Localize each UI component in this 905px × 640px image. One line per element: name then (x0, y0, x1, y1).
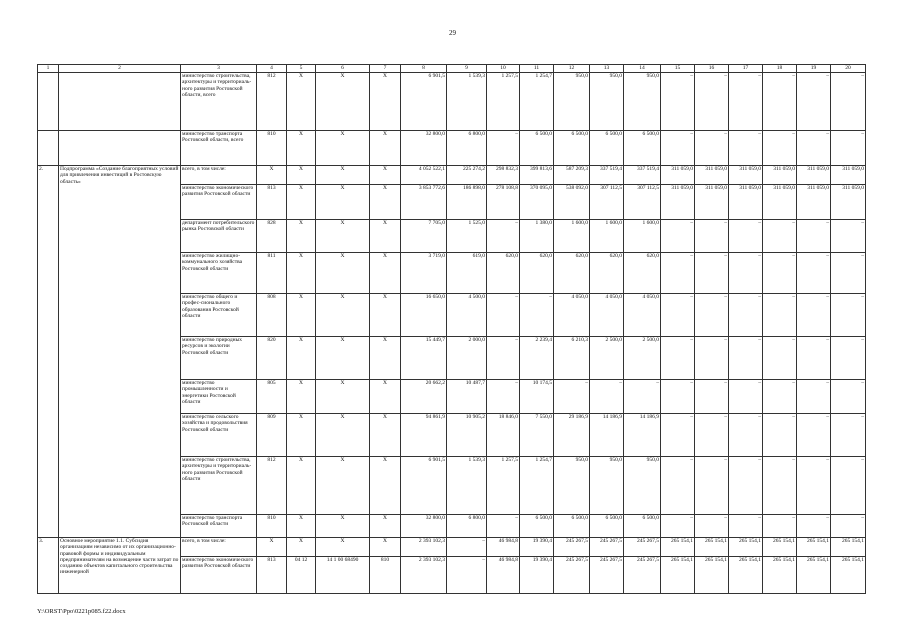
amount-cell: – (763, 73, 797, 131)
amount-cell: 950,0 (590, 457, 624, 515)
amount-cell: 265 154,1 (661, 557, 695, 594)
executor-cell: министерство экономического развития Ростовской области (181, 185, 257, 220)
amount-cell: – (695, 131, 729, 166)
amount-cell: 950,0 (554, 73, 590, 131)
amount-cell: 19 390,4 (520, 538, 554, 557)
amount-cell: 311 059,0 (661, 166, 695, 185)
amount-cell: 6 901,5 (401, 73, 447, 131)
amount-cell: – (661, 73, 695, 131)
amount-cell: 1 539,3 (447, 73, 487, 131)
amount-cell: 32 800,0 (401, 515, 447, 538)
amount-cell: 620,0 (624, 253, 661, 294)
amount-cell: – (695, 294, 729, 337)
budget-code-cell: 810 (257, 515, 287, 538)
budget-code-cell: 809 (257, 414, 287, 457)
amount-cell: – (729, 131, 763, 166)
budget-code-cell: X (316, 253, 370, 294)
amount-cell: 6 500,0 (554, 131, 590, 166)
budget-code-cell: X (287, 73, 316, 131)
amount-cell: 6 500,0 (590, 131, 624, 166)
amount-cell: – (695, 380, 729, 414)
amount-cell: 14 186,9 (590, 414, 624, 457)
amount-cell: 1 539,3 (447, 457, 487, 515)
budget-code-cell: X (287, 380, 316, 414)
amount-cell: 265 154,1 (661, 538, 695, 557)
amount-cell: 311 059,0 (729, 185, 763, 220)
amount-cell: 6 500,0 (520, 131, 554, 166)
budget-code-cell: X (287, 185, 316, 220)
amount-cell: – (763, 380, 797, 414)
amount-cell: – (797, 220, 831, 253)
column-number: 11 (520, 65, 554, 73)
budget-code-cell: X (370, 253, 401, 294)
amount-cell: 265 154,1 (729, 538, 763, 557)
amount-cell: – (695, 220, 729, 253)
amount-cell: 94 861,9 (401, 414, 447, 457)
amount-cell: 265 154,1 (797, 557, 831, 594)
executor-cell: министерство природных ресурсов и экологии Ростовской области (181, 337, 257, 380)
amount-cell: 2 239,4 (520, 337, 554, 380)
amount-cell: – (661, 220, 695, 253)
amount-cell: 6 500,0 (520, 515, 554, 538)
amount-cell: – (797, 380, 831, 414)
amount-cell: 950,0 (624, 457, 661, 515)
column-number: 7 (370, 65, 401, 73)
amount-cell: 2 500,0 (624, 337, 661, 380)
amount-cell: – (729, 294, 763, 337)
budget-code-cell: X (257, 538, 287, 557)
amount-cell: – (554, 380, 590, 414)
budget-code-cell: X (287, 457, 316, 515)
budget-code-cell: X (316, 294, 370, 337)
amount-cell: 29 186,9 (554, 414, 590, 457)
program-name-cell: Подпрограмма «Создание благоприятных условий для привлечения инвестиций в Ростовскую область» (59, 166, 181, 538)
amount-cell: – (695, 457, 729, 515)
amount-cell: 3 719,0 (401, 253, 447, 294)
amount-cell: – (624, 380, 661, 414)
amount-cell: 1 600,0 (554, 220, 590, 253)
amount-cell: 620,0 (520, 253, 554, 294)
budget-code-cell: X (257, 166, 287, 185)
amount-cell: 307 112,5 (590, 185, 624, 220)
amount-cell: – (831, 380, 866, 414)
executor-cell: министерство общего и профес-сионального образования Ростовской области (181, 294, 257, 337)
amount-cell: – (729, 515, 763, 538)
amount-cell: 4 050,0 (554, 294, 590, 337)
row-number-cell: 2. (38, 166, 59, 538)
budget-code-cell: X (316, 457, 370, 515)
amount-cell: 950,0 (624, 73, 661, 131)
amount-cell: 245 267,5 (554, 538, 590, 557)
amount-cell: 307 112,5 (624, 185, 661, 220)
column-number: 5 (287, 65, 316, 73)
amount-cell: 4 500,0 (447, 294, 487, 337)
budget-code-cell: X (287, 414, 316, 457)
amount-cell: 1 600,0 (624, 220, 661, 253)
amount-cell: 32 800,0 (401, 131, 447, 166)
amount-cell: – (831, 515, 866, 538)
budget-code-cell: X (316, 166, 370, 185)
page-number: 29 (449, 29, 456, 37)
amount-cell: – (661, 457, 695, 515)
amount-cell: – (797, 131, 831, 166)
amount-cell: – (661, 131, 695, 166)
budget-code-cell: 812 (257, 73, 287, 131)
amount-cell: 6 800,0 (447, 515, 487, 538)
budget-code-cell: X (316, 131, 370, 166)
amount-cell: 16 650,0 (401, 294, 447, 337)
amount-cell: 1 257,5 (487, 73, 520, 131)
budget-code-cell: 828 (257, 220, 287, 253)
amount-cell: – (831, 73, 866, 131)
amount-cell: – (695, 253, 729, 294)
amount-cell: 245 267,5 (624, 557, 661, 594)
budget-code-cell: X (370, 380, 401, 414)
amount-cell: 620,0 (554, 253, 590, 294)
budget-code-cell: X (287, 515, 316, 538)
amount-cell: – (763, 253, 797, 294)
amount-cell: 1 254,7 (520, 457, 554, 515)
amount-cell: 265 154,1 (763, 538, 797, 557)
amount-cell: – (520, 294, 554, 337)
program-name-cell: Основное мероприятие 1.1. Субсидия организациям независимо от их организационно-правовой формы и индивидуальным предпринимателям на возмещение части затрат по созданию объектов капитального строительства инженерной (59, 538, 181, 594)
amount-cell: – (661, 294, 695, 337)
budget-code-cell: X (287, 253, 316, 294)
executor-cell: министерство сельского хозяйства и продовольствия Ростовской области (181, 414, 257, 457)
header-row (38, 65, 866, 73)
executor-cell: министерство транспорта Ростовской области (181, 515, 257, 538)
amount-cell: – (729, 414, 763, 457)
amount-cell: – (763, 337, 797, 380)
budget-code-cell: X (316, 414, 370, 457)
amount-cell: – (797, 294, 831, 337)
amount-cell: – (447, 557, 487, 594)
amount-cell: – (487, 380, 520, 414)
budget-code-cell: X (316, 73, 370, 131)
budget-code-cell: X (287, 220, 316, 253)
column-number: 2 (59, 65, 181, 73)
program-name-cell (59, 131, 181, 166)
amount-cell: 311 059,0 (695, 166, 729, 185)
budget-code-cell: 812 (257, 457, 287, 515)
amount-cell: 538 092,0 (554, 185, 590, 220)
amount-cell: 7 705,0 (401, 220, 447, 253)
amount-cell: – (729, 73, 763, 131)
budget-code-cell: 810 (370, 557, 401, 594)
amount-cell: – (831, 457, 866, 515)
amount-cell: 311 059,0 (797, 166, 831, 185)
column-number: 1 (38, 65, 59, 73)
amount-cell: – (831, 294, 866, 337)
amount-cell: 186 898,0 (447, 185, 487, 220)
column-number: 19 (797, 65, 831, 73)
budget-code-cell: 810 (257, 131, 287, 166)
budget-code-cell: X (287, 294, 316, 337)
amount-cell: 619,0 (447, 253, 487, 294)
amount-cell: 4 050,0 (590, 294, 624, 337)
amount-cell: 311 059,0 (661, 185, 695, 220)
column-number: 17 (729, 65, 763, 73)
executor-cell: всего, в том числе: (181, 538, 257, 557)
amount-cell: 18 846,0 (487, 414, 520, 457)
amount-cell: 15 449,7 (401, 337, 447, 380)
row-number-cell (38, 73, 59, 131)
budget-code-cell: X (370, 131, 401, 166)
amount-cell: 225 274,2 (447, 166, 487, 185)
amount-cell: – (447, 538, 487, 557)
table-row (38, 538, 866, 557)
amount-cell: 620,0 (487, 253, 520, 294)
amount-cell: – (487, 220, 520, 253)
column-number: 12 (554, 65, 590, 73)
amount-cell: 311 059,0 (831, 166, 866, 185)
budget-code-cell: X (316, 337, 370, 380)
amount-cell: – (487, 294, 520, 337)
column-number: 8 (401, 65, 447, 73)
amount-cell: – (729, 337, 763, 380)
amount-cell: 265 154,1 (695, 557, 729, 594)
amount-cell: 1 380,0 (520, 220, 554, 253)
column-number: 20 (831, 65, 866, 73)
column-number: 15 (661, 65, 695, 73)
column-number: 16 (695, 65, 729, 73)
table-row (38, 131, 866, 166)
amount-cell: – (695, 515, 729, 538)
amount-cell: 620,0 (590, 253, 624, 294)
amount-cell: 278 108,8 (487, 185, 520, 220)
budget-code-cell: X (287, 538, 316, 557)
budget-code-cell: X (287, 166, 316, 185)
amount-cell: 265 154,1 (831, 538, 866, 557)
amount-cell: 311 059,0 (831, 185, 866, 220)
budget-code-cell: X (370, 220, 401, 253)
budget-code-cell: X (370, 73, 401, 131)
executor-cell: министерство промышленности и энергетики Ростовской области (181, 380, 257, 414)
amount-cell: 6 500,0 (624, 515, 661, 538)
amount-cell: – (729, 457, 763, 515)
amount-cell: 265 154,1 (797, 538, 831, 557)
amount-cell: – (797, 414, 831, 457)
amount-cell: 311 059,0 (763, 166, 797, 185)
executor-cell: всего, в том числе: (181, 166, 257, 185)
column-number: 10 (487, 65, 520, 73)
amount-cell: – (590, 380, 624, 414)
amount-cell: – (695, 414, 729, 457)
amount-cell: 311 059,0 (729, 166, 763, 185)
amount-cell: 245 267,5 (624, 538, 661, 557)
budget-code-cell: X (316, 380, 370, 414)
amount-cell: – (487, 131, 520, 166)
amount-cell: 245 267,5 (590, 557, 624, 594)
budget-code-cell: X (370, 515, 401, 538)
amount-cell: – (797, 515, 831, 538)
amount-cell: 245 267,5 (590, 538, 624, 557)
budget-code-cell: X (370, 414, 401, 457)
amount-cell: – (797, 253, 831, 294)
amount-cell: – (763, 457, 797, 515)
amount-cell: 1 257,5 (487, 457, 520, 515)
amount-cell: – (729, 253, 763, 294)
amount-cell: – (695, 337, 729, 380)
executor-cell: министерство жилищно-коммунального хозяйства Ростовской области (181, 253, 257, 294)
table-row (38, 166, 866, 185)
budget-code-cell: X (316, 515, 370, 538)
budget-code-cell: 820 (257, 337, 287, 380)
amount-cell: – (661, 515, 695, 538)
amount-cell: 265 154,1 (763, 557, 797, 594)
amount-cell: – (695, 73, 729, 131)
budget-code-cell: 811 (257, 253, 287, 294)
amount-cell: 4 052 522,1 (401, 166, 447, 185)
budget-code-cell: 04 12 (287, 557, 316, 594)
amount-cell: 6 901,5 (401, 457, 447, 515)
amount-cell: 10 487,7 (447, 380, 487, 414)
budget-code-cell: 813 (257, 185, 287, 220)
column-number: 9 (447, 65, 487, 73)
budget-code-cell: 14 1 00 68490 (316, 557, 370, 594)
amount-cell: 10 905,2 (447, 414, 487, 457)
amount-cell: – (831, 337, 866, 380)
amount-cell: 311 059,0 (763, 185, 797, 220)
amount-cell: – (797, 457, 831, 515)
amount-cell: – (661, 337, 695, 380)
amount-cell: – (661, 253, 695, 294)
budget-code-cell: X (370, 185, 401, 220)
amount-cell: 2 393 102,3 (401, 557, 447, 594)
amount-cell: 950,0 (554, 457, 590, 515)
budget-code-cell: X (287, 337, 316, 380)
executor-cell: министерство транспорта Ростовской области, всего (181, 131, 257, 166)
amount-cell: 265 154,1 (729, 557, 763, 594)
amount-cell: 298 832,3 (487, 166, 520, 185)
amount-cell: – (797, 337, 831, 380)
amount-cell: 1 254,7 (520, 73, 554, 131)
column-number: 14 (624, 65, 661, 73)
budget-table (37, 64, 866, 594)
row-number-cell (38, 131, 59, 166)
amount-cell: 46 984,8 (487, 557, 520, 594)
budget-code-cell: X (370, 294, 401, 337)
amount-cell: – (729, 220, 763, 253)
amount-cell: 245 267,5 (554, 557, 590, 594)
amount-cell: – (661, 414, 695, 457)
amount-cell: – (729, 380, 763, 414)
column-number: 18 (763, 65, 797, 73)
amount-cell: 46 984,8 (487, 538, 520, 557)
amount-cell: 399 813,6 (520, 166, 554, 185)
column-number: 13 (590, 65, 624, 73)
amount-cell: 2 500,0 (590, 337, 624, 380)
amount-cell: 6 500,0 (554, 515, 590, 538)
amount-cell: 1 600,0 (590, 220, 624, 253)
amount-cell: – (797, 73, 831, 131)
amount-cell: 311 059,0 (695, 185, 729, 220)
amount-cell: 14 186,9 (624, 414, 661, 457)
budget-code-cell: X (370, 166, 401, 185)
executor-cell: департамент потребительского рынка Ростовской области (181, 220, 257, 253)
amount-cell: 950,0 (590, 73, 624, 131)
amount-cell: – (763, 515, 797, 538)
amount-cell: 6 800,0 (447, 131, 487, 166)
column-number: 6 (316, 65, 370, 73)
amount-cell: 1 525,0 (447, 220, 487, 253)
budget-code-cell: X (370, 337, 401, 380)
amount-cell: 10 174,5 (520, 380, 554, 414)
amount-cell: 7 550,0 (520, 414, 554, 457)
row-number-cell: 3. (38, 538, 59, 594)
amount-cell: 337 519,4 (590, 166, 624, 185)
budget-code-cell: 808 (257, 294, 287, 337)
column-number: 3 (181, 65, 257, 73)
amount-cell: – (763, 131, 797, 166)
amount-cell: – (831, 414, 866, 457)
table-row (38, 73, 866, 131)
budget-code-cell: 805 (257, 380, 287, 414)
budget-code-cell: 813 (257, 557, 287, 594)
amount-cell: 370 095,0 (520, 185, 554, 220)
budget-code-cell: X (370, 457, 401, 515)
amount-cell: – (763, 294, 797, 337)
amount-cell: 19 390,4 (520, 557, 554, 594)
amount-cell: 4 050,0 (624, 294, 661, 337)
amount-cell: 265 154,1 (695, 538, 729, 557)
budget-code-cell: X (287, 131, 316, 166)
budget-code-cell: X (316, 538, 370, 557)
amount-cell: – (831, 131, 866, 166)
amount-cell: – (831, 220, 866, 253)
amount-cell: 20 662,2 (401, 380, 447, 414)
executor-cell: министерство строительства, архитектуры и территориаль-ного развития Ростовской области (181, 457, 257, 515)
executor-cell: министерство строительства, архитектуры и территориаль-ного развития Ростовской области, всего (181, 73, 257, 131)
amount-cell: 3 853 772,6 (401, 185, 447, 220)
amount-cell: 311 059,0 (797, 185, 831, 220)
amount-cell: – (831, 253, 866, 294)
budget-code-cell: X (370, 538, 401, 557)
amount-cell: 265 154,1 (831, 557, 866, 594)
amount-cell: 2 000,0 (447, 337, 487, 380)
program-name-cell (59, 73, 181, 131)
budget-code-cell: X (316, 185, 370, 220)
amount-cell: 337 519,4 (624, 166, 661, 185)
budget-code-cell: X (316, 220, 370, 253)
file-path-footer: Y:\ORST\Ppo\0221p085.f22.docx (37, 608, 126, 615)
amount-cell: – (763, 414, 797, 457)
amount-cell: – (487, 337, 520, 380)
amount-cell: 6 500,0 (590, 515, 624, 538)
amount-cell: 6 210,3 (554, 337, 590, 380)
amount-cell: 587 209,3 (554, 166, 590, 185)
amount-cell: – (661, 380, 695, 414)
amount-cell: – (487, 515, 520, 538)
amount-cell: – (763, 220, 797, 253)
column-number: 4 (257, 65, 287, 73)
amount-cell: 2 393 102,3 (401, 538, 447, 557)
executor-cell: министерство экономического развития Ростовской области (181, 557, 257, 594)
amount-cell: 6 500,0 (624, 131, 661, 166)
